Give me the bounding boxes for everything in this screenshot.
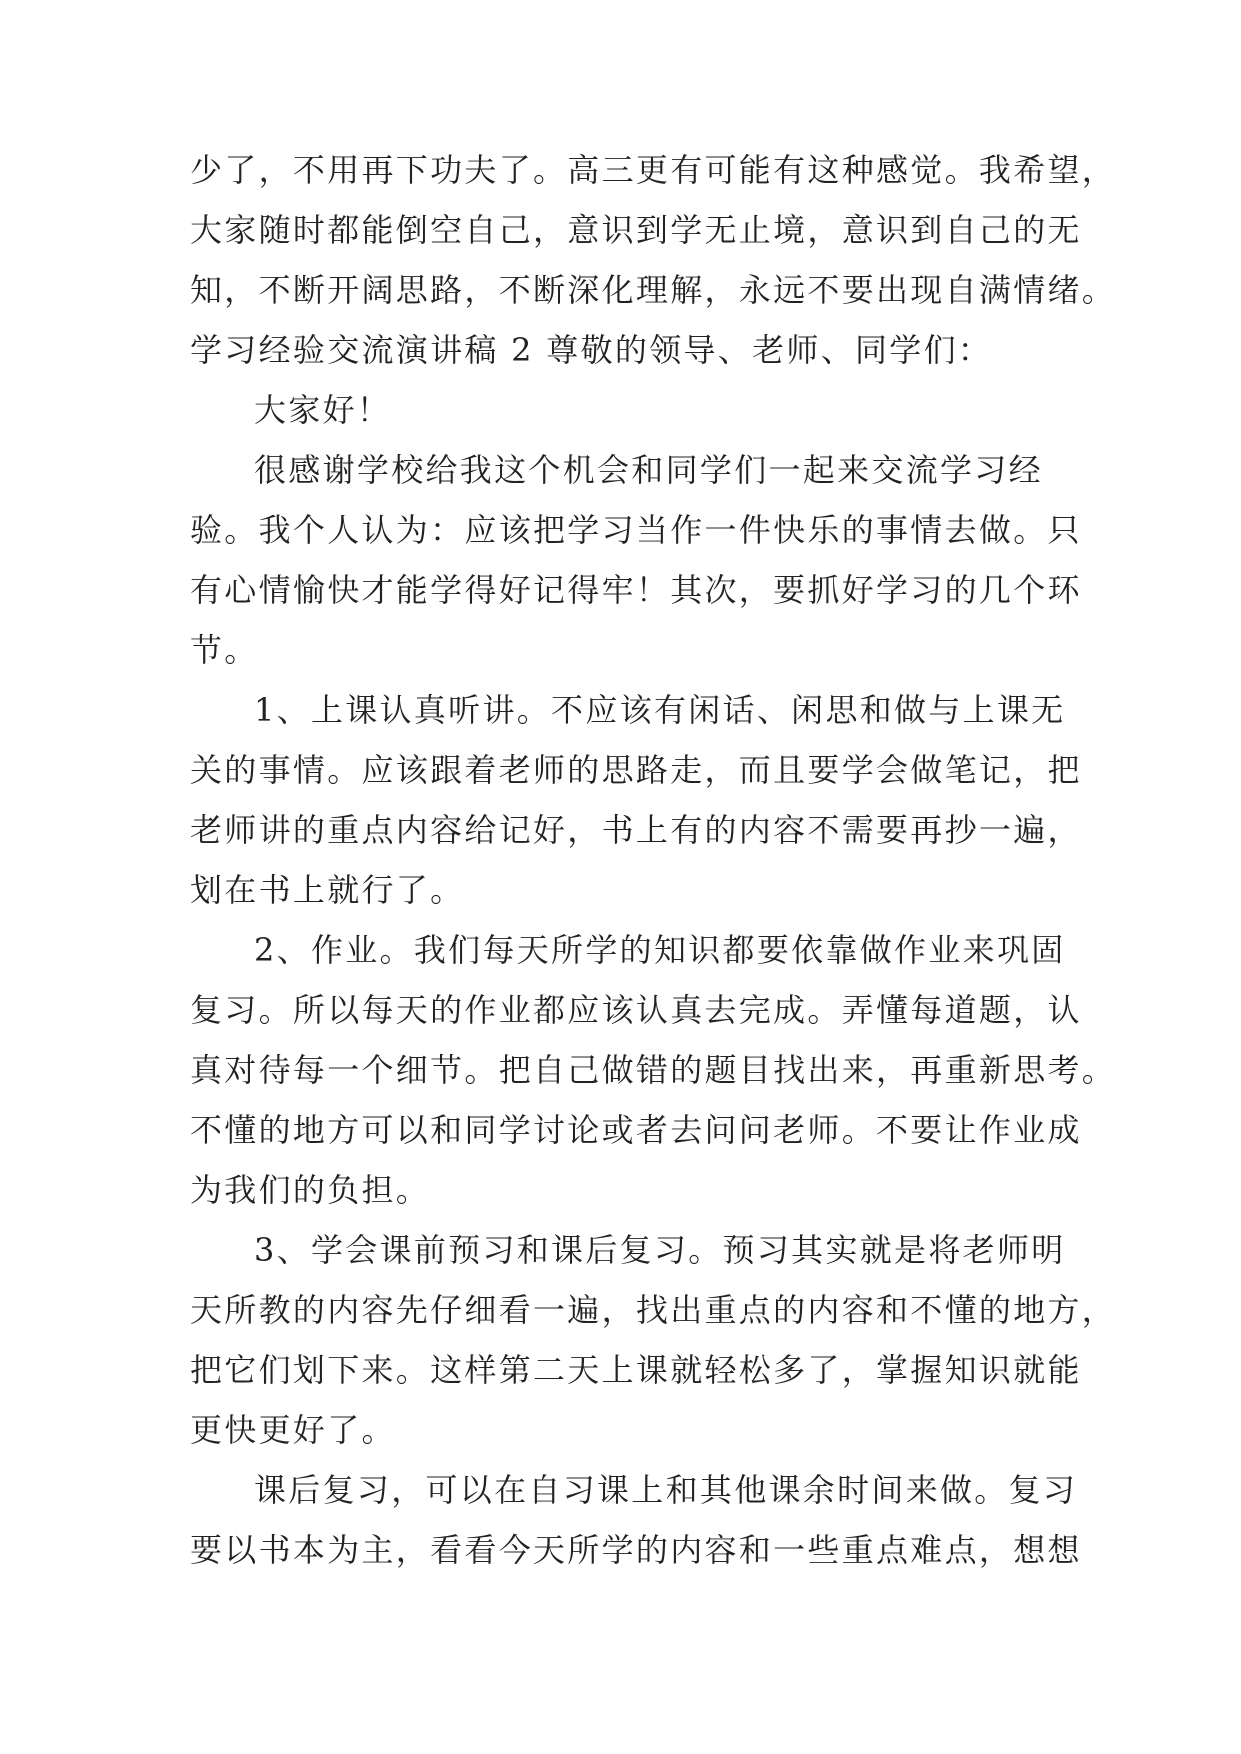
text-line: 很感谢学校给我这个机会和同学们一起来交流学习经 bbox=[254, 451, 1043, 489]
text-line: 复习。所以每天的作业都应该认真去完成。弄懂每道题，认 bbox=[190, 991, 1082, 1029]
text-line: 老师讲的重点内容给记好，书上有的内容不需要再抄一遍， bbox=[190, 811, 1082, 849]
text-line: 有心情愉快才能学得好记得牢！其次，要抓好学习的几个环 bbox=[190, 571, 1082, 609]
text-line: 真对待每一个细节。把自己做错的题目找出来，再重新思考。 bbox=[190, 1051, 1117, 1089]
text-line: 大家好！ bbox=[254, 391, 392, 429]
text-line: 验。我个人认为：应该把学习当作一件快乐的事情去做。只 bbox=[190, 511, 1082, 549]
text-line: 为我们的负担。 bbox=[190, 1171, 431, 1209]
text-line: 划在书上就行了。 bbox=[190, 871, 465, 909]
text-line: 知，不断开阔思路，不断深化理解，永远不要出现自满情绪。 bbox=[190, 271, 1117, 309]
text-line: 大家随时都能倒空自己，意识到学无止境，意识到自己的无 bbox=[190, 211, 1082, 249]
text-line: 课后复习，可以在自习课上和其他课余时间来做。复习 bbox=[254, 1471, 1078, 1509]
text-line: 节。 bbox=[190, 631, 259, 669]
text-line: 少了，不用再下功夫了。高三更有可能有这种感觉。我希望， bbox=[190, 151, 1117, 189]
text-line: 不懂的地方可以和同学讨论或者去问问老师。不要让作业成 bbox=[190, 1111, 1082, 1149]
text-line: 1、上课认真听讲。不应该有闲话、闲思和做与上课无 bbox=[254, 691, 1066, 729]
text-line: 学习经验交流演讲稿 2 尊敬的领导、老师、同学们： bbox=[190, 331, 993, 369]
text-line: 天所教的内容先仔细看一遍，找出重点的内容和不懂的地方， bbox=[190, 1291, 1117, 1329]
text-line: 2、作业。我们每天所学的知识都要依靠做作业来巩固 bbox=[254, 931, 1066, 969]
text-line: 3、学会课前预习和课后复习。预习其实就是将老师明 bbox=[254, 1231, 1066, 1269]
text-line: 关的事情。应该跟着老师的思路走，而且要学会做笔记，把 bbox=[190, 751, 1082, 789]
text-line: 更快更好了。 bbox=[190, 1411, 396, 1449]
text-line: 要以书本为主，看看今天所学的内容和一些重点难点，想想 bbox=[190, 1531, 1082, 1569]
text-line: 把它们划下来。这样第二天上课就轻松多了，掌握知识就能 bbox=[190, 1351, 1082, 1389]
